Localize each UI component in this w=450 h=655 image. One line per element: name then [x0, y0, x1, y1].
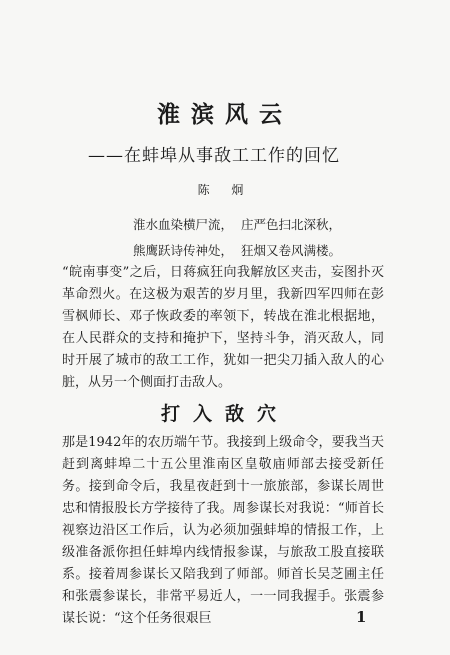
poem-verse: 淮水血染横尸流，: [133, 217, 234, 232]
poem-block: [133, 212, 413, 264]
poem-verse: 熊鹰跃诗传神处，: [133, 243, 234, 258]
poem-verse: 庄严色扫北深秋，: [241, 217, 342, 232]
author-name: 陈 炯: [197, 183, 253, 197]
section-heading: 打入敌穴: [160, 403, 289, 425]
page-number: 1: [356, 608, 367, 626]
intro-paragraph: “皖南事变”之后，日蒋疯狂向我解放区夹击，妄图扑灭革命烈火。在这极为艰苦的岁月里，我新四军四师在彭雪枫师长、邓子恢政委的率领下，转战在淮北根据地，在人民群众的支持和掩护下，坚持斗争，消灭敌人，同时开展了城市的敌工工作，犹如一把尖刀插入敌人的心脏，从另一个侧面打击敌人。: [62, 265, 384, 390]
body-paragraph: 那是1942年的农历端午节。我接到上级命令，要我当天赶到离蚌埠二十五公里淮南区皇敬庙师部去接受新任务。接到命令后，我星夜赶到十一旅旅部，参谋长周世忠和情报股长方学接待了我。周参谋长对我说：“师首长视察边沿区工作后，认为必须加强蚌埠的情报工作，上级准备派你担任蚌埠内线情报参谋，与旅敌工股直接联系。接着周参谋长又陪我到了师部。师首长吴芝圃主任和张震参谋长，非常平易近人，一一同我握手。张震参谋长说：“这个任务很艰巨: [62, 435, 384, 626]
poem-verse: 狂烟又卷风满楼。: [241, 243, 342, 258]
article-title: 淮滨风云: [157, 101, 293, 128]
poem-line: [133, 238, 413, 264]
article-subtitle: ——在蚌埠从事敌工工作的回忆: [88, 146, 340, 166]
poem-line: [133, 212, 413, 238]
